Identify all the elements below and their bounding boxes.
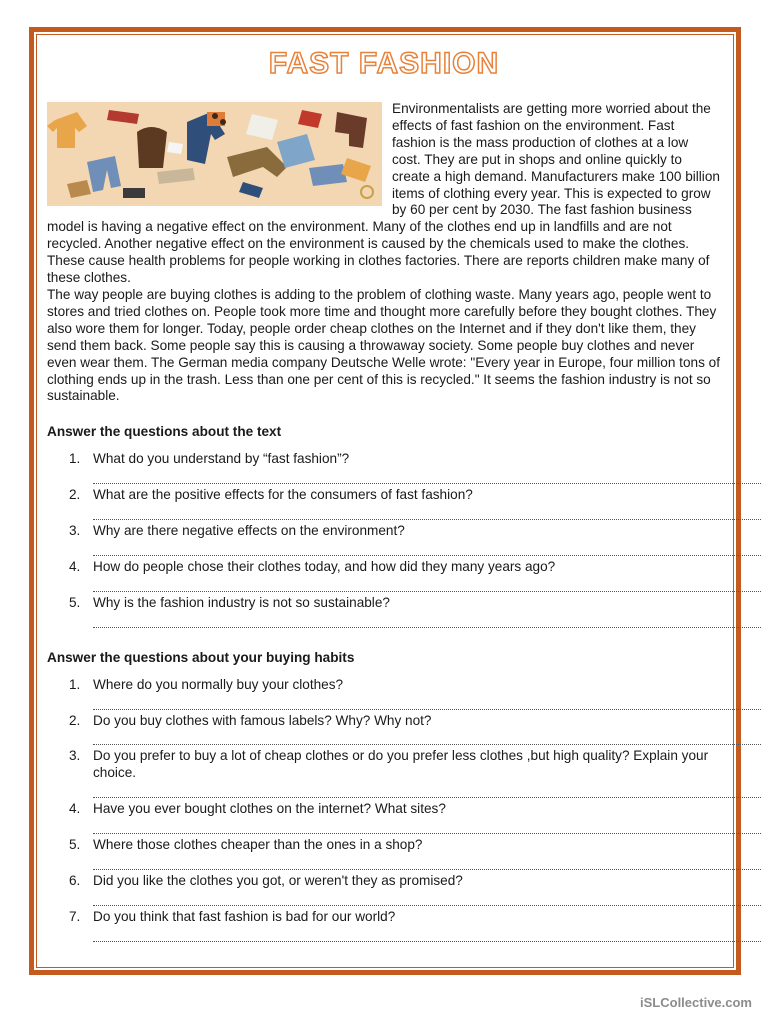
question-text: How do people chose their clothes today, and how did they many years ago? bbox=[93, 558, 556, 574]
answer-line[interactable] bbox=[93, 729, 761, 745]
section-1-heading: Answer the questions about the text bbox=[47, 424, 282, 440]
answer-line[interactable] bbox=[93, 818, 761, 834]
question-number: 2. bbox=[69, 712, 81, 728]
question-text: Have you ever bought clothes on the internet? What sites? bbox=[93, 801, 446, 817]
article-paragraph-2: The way people are buying clothes is adding to the problem of clothing waste. Many years ago, people went to stores and tried clothes on. People took more time and thought more carefully before they bought clothes. They also wore them for longer. Today, people order cheap clothes on the Internet and if they don't like them, they send them back. Some people say this is causing a throwaway society. Some people buy clothes and never even wear them. The German media company Deutsche Welle wrote: "Every year in Europe, four million tons of clothing ends up in the trash. Less than one per cent of this is recycled." It seems the fashion industry is not so sustainable. bbox=[47, 286, 720, 404]
page-title: FAST FASHION bbox=[268, 47, 500, 80]
question-number: 4. bbox=[69, 801, 81, 817]
question-text: Why are there negative effects on the environment? bbox=[93, 523, 405, 539]
question-item bbox=[47, 451, 720, 484]
question-item bbox=[47, 801, 720, 834]
question-text: Where do you normally buy your clothes? bbox=[93, 676, 344, 692]
answer-line[interactable] bbox=[93, 782, 761, 798]
article-paragraph-1: Environmentalists are getting more worried about the effects of fast fashion on the environment. Fast fashion is the mass production of clothes at a low cost. They are put in shops and online quickly to create a high demand. Manufacturers make 100 billion items of clothing every year. This is expected to grow by 60 per cent by 2030. The fast fashion business model is having a negative effect on the environment. Many of the clothes end up in landfills and are not recycled. Another negative effect on the environment is caused by the chemicals used to make the clothes. These cause health problems for people working in clothes factories. There are reports children make many of these clothes. bbox=[47, 101, 720, 286]
section-2-questions bbox=[47, 677, 720, 942]
question-item bbox=[47, 873, 720, 906]
answer-line[interactable] bbox=[93, 694, 761, 710]
question-text: Do you prefer to buy a lot of cheap clothes or do you prefer less clothes ,but high quality? Explain your choice. bbox=[93, 748, 709, 781]
answer-line[interactable] bbox=[93, 854, 761, 870]
question-number: 3. bbox=[69, 523, 81, 539]
question-number: 4. bbox=[69, 558, 81, 574]
question-item bbox=[47, 559, 720, 592]
question-number: 3. bbox=[69, 748, 81, 764]
section-2-heading: Answer the questions about your buying habits bbox=[47, 649, 355, 665]
question-item bbox=[47, 677, 720, 710]
question-text: Do you buy clothes with famous labels? Why? Why not? bbox=[93, 712, 432, 728]
question-text: Do you think that fast fashion is bad for our world? bbox=[93, 909, 396, 924]
question-number: 1. bbox=[69, 451, 81, 467]
question-item bbox=[47, 909, 720, 942]
answer-line[interactable] bbox=[93, 468, 761, 484]
question-item bbox=[47, 748, 720, 798]
answer-line[interactable] bbox=[93, 540, 761, 556]
answer-line[interactable] bbox=[93, 890, 761, 906]
question-number: 1. bbox=[69, 676, 81, 692]
question-text: What do you understand by “fast fashion”? bbox=[93, 451, 350, 467]
site-watermark: iSLCollective.com bbox=[640, 995, 752, 1010]
question-item bbox=[47, 713, 720, 746]
question-item bbox=[47, 487, 720, 520]
question-number: 5. bbox=[69, 594, 81, 610]
question-text: Where those clothes cheaper than the ones in a shop? bbox=[93, 837, 423, 853]
question-number: 5. bbox=[69, 837, 81, 853]
question-text: Did you like the clothes you got, or weren't they as promised? bbox=[93, 873, 463, 889]
question-number: 6. bbox=[69, 873, 81, 889]
question-number: 2. bbox=[69, 487, 81, 503]
question-item bbox=[47, 595, 720, 628]
section-1-questions bbox=[47, 451, 720, 628]
question-text: What are the positive effects for the consumers of fast fashion? bbox=[93, 487, 473, 503]
question-number: 7. bbox=[69, 909, 81, 924]
clothes-illustration bbox=[47, 102, 382, 206]
answer-line[interactable] bbox=[93, 504, 761, 520]
answer-line[interactable] bbox=[93, 926, 761, 942]
worksheet-content bbox=[47, 101, 720, 942]
question-text: Why is the fashion industry is not so sustainable? bbox=[93, 594, 390, 610]
answer-line[interactable] bbox=[93, 612, 761, 628]
question-item bbox=[47, 837, 720, 870]
question-item bbox=[47, 523, 720, 556]
answer-line[interactable] bbox=[93, 576, 761, 592]
